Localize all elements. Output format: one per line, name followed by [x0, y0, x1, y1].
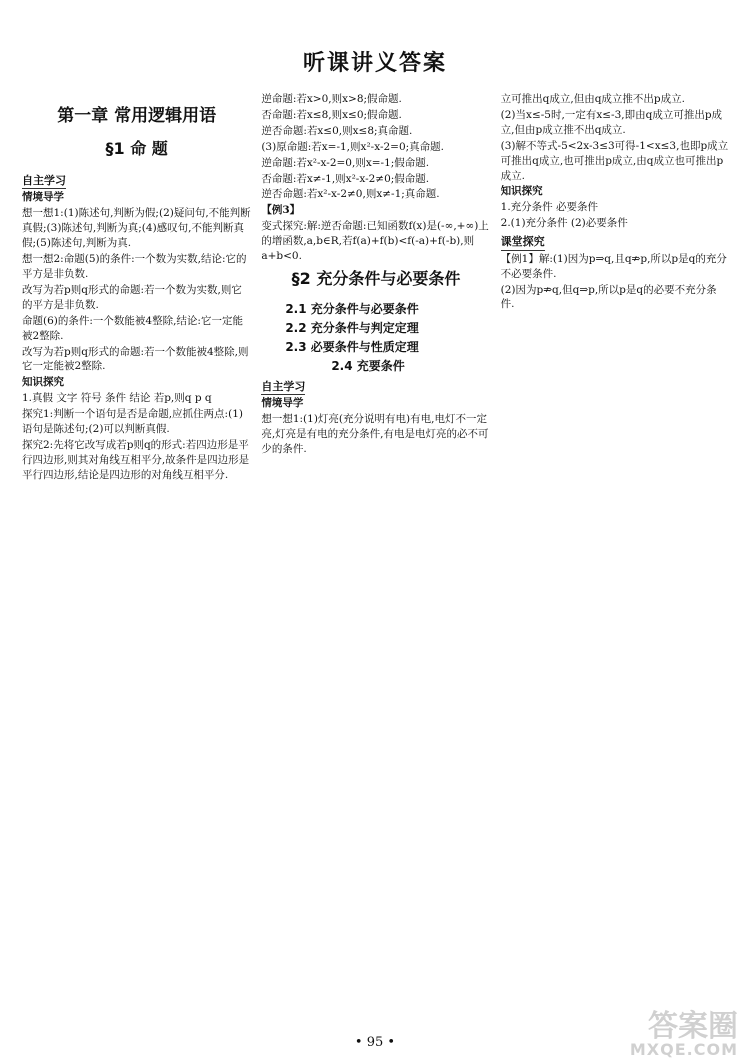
- answer-paragraph: 命题(6)的条件:一个数能被4整除,结论:它一定能被2整除.: [22, 314, 243, 342]
- subsection-heading: 课堂探究: [501, 234, 545, 251]
- toc-item: 2.1 充分条件与必要条件: [285, 301, 419, 316]
- answer-paragraph: 想一想2:命题(5)的条件:一个数为实数,结论:它的平方是非负数.: [22, 253, 247, 280]
- answer-paragraph: 1.充分条件 必要条件: [500, 201, 599, 214]
- section-title: §2 充分条件与必要条件: [291, 268, 461, 288]
- subsection-heading: 自主学习: [22, 173, 66, 190]
- toc-item: 2.2 充分条件与判定定理: [285, 320, 419, 335]
- watermark-text: 答案圈: [648, 1009, 738, 1044]
- chapter-title: 第一章 常用逻辑用语: [57, 106, 217, 126]
- subsection-heading: 情境导学: [261, 397, 304, 410]
- subsection-heading: 自主学习: [261, 379, 305, 396]
- answer-paragraph: 1.真假 文字 符号 条件 结论 若p,则q p q: [22, 392, 212, 405]
- watermark-url: MXQE.COM: [629, 1040, 738, 1059]
- answer-paragraph: 改写为若p则q形式的命题:若一个数为实数,则它的平方是非负数.: [22, 283, 242, 311]
- column-left: [22, 92, 251, 1030]
- answer-paragraph: 想一想1:(1)陈述句,判断为假;(2)疑问句,不能判断真假;(3)陈述句,判断为真;(4)感叹句,不能判断真假;(5)陈述句,判断为真.: [22, 207, 251, 250]
- answer-paragraph: 否命题:若x≠-1,则x²-x-2≠0;假命题.: [261, 172, 430, 185]
- answer-paragraph: (3)原命题:若x=-1,则x²-x-2=0;真命题.: [261, 140, 445, 153]
- column-right: [501, 92, 730, 1030]
- answer-paragraph: (3)解不等式-5<2x-3≤3可得-1<x≤3,也即p成立可推出q成立,也可推出p成立,由q成立也可推出p成立.: [500, 139, 729, 182]
- answer-columns: [22, 92, 730, 1030]
- subsection-heading: 情境导学: [22, 191, 64, 204]
- toc-item: 2.4 充要条件: [331, 358, 405, 373]
- answer-paragraph: 变式探究:解:逆否命题:已知函数f(x)是(-∞,+∞)上的增函数,a,b∈R,若f(a)+f(b)<f(-a)+f(-b),则a+b<0.: [261, 220, 489, 263]
- example-heading: 【例3】: [261, 204, 301, 217]
- answer-paragraph: 逆否命题:若x²-x-2≠0,则x≠-1;真命题.: [261, 188, 440, 201]
- toc-item: 2.3 必要条件与性质定理: [285, 339, 419, 354]
- answer-paragraph: 2.(1)充分条件 (2)必要条件: [500, 217, 628, 230]
- answer-paragraph: (2)因为p⇏q,但q⇒p,所以p是q的必要不充分条件.: [500, 283, 717, 311]
- answer-paragraph: (2)当x≤-5时,一定有x≤-3,即由q成立可推出p成立,但由p成立推不出q成立.: [500, 108, 723, 136]
- answer-paragraph: 【例1】解:(1)因为p⇒q,且q⇏p,所以p是q的充分不必要条件.: [500, 252, 727, 280]
- answer-paragraph: 想一想1:(1)灯亮(充分说明有电)有电,电灯不一定亮,灯亮是有电的充分条件,有电是电灯亮的必不可少的条件.: [261, 413, 489, 456]
- watermark-logo: [629, 1009, 738, 1059]
- subsection-heading: 知识探究: [22, 376, 64, 389]
- subsection-heading: 知识探究: [500, 185, 543, 198]
- answer-paragraph: 逆命题:若x>0,则x>8;假命题.: [261, 93, 402, 105]
- answer-paragraph: 逆否命题:若x≤0,则x≤8;真命题.: [261, 124, 413, 137]
- page-number: • 95 •: [354, 1035, 396, 1050]
- answer-paragraph: 否命题:若x≤8,则x≤0;假命题.: [261, 108, 402, 121]
- answer-paragraph: 立可推出q成立,但由q成立推不出p成立.: [500, 93, 685, 105]
- answer-paragraph: 改写为若p则q形式的命题:若一个数能被4整除,则它一定能被2整除.: [22, 345, 249, 373]
- answer-paragraph: 探究2:先将它改写成若p则q的形式:若四边形是平行四边形,则其对角线互相平分,故条件是四边形是平行四边形,结论是四边形的对角线互相平分.: [22, 438, 250, 481]
- column-middle: [261, 92, 490, 1030]
- section-title: §1 命 题: [105, 139, 168, 159]
- page-title: 听课讲义答案: [302, 51, 447, 76]
- answer-paragraph: 探究1:判断一个语句是否是命题,应抓住两点:(1)语句是陈述句;(2)可以判断真假.: [22, 408, 243, 436]
- answer-paragraph: 逆命题:若x²-x-2=0,则x=-1;假命题.: [261, 156, 430, 169]
